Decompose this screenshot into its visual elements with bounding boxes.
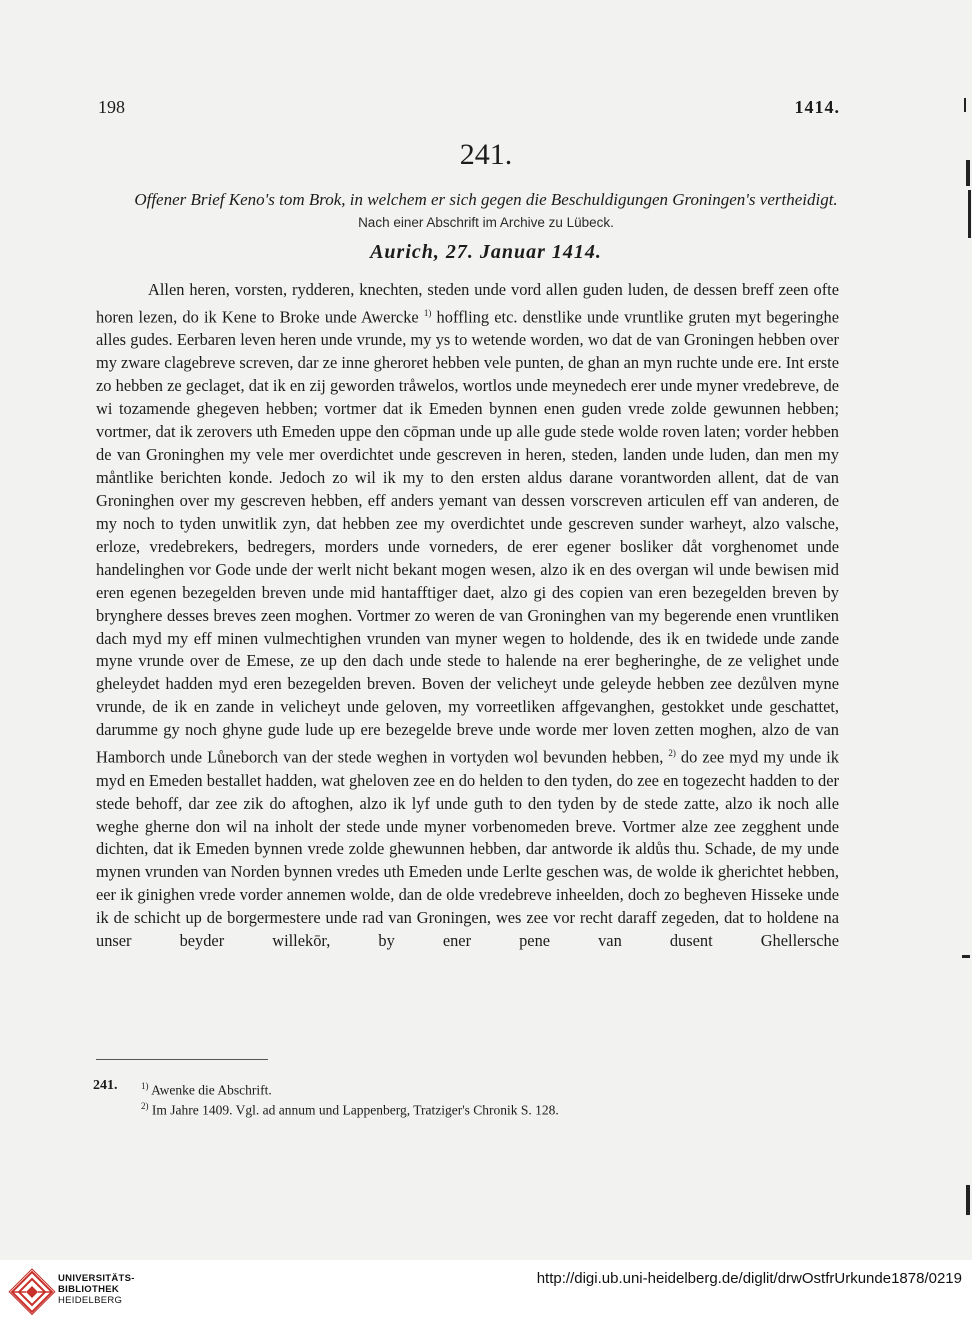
scan-edge-mark <box>966 1185 970 1215</box>
university-library-logo-icon <box>8 1268 56 1316</box>
footnotes <box>93 1076 839 1116</box>
scan-edge-mark <box>966 160 970 186</box>
page-header <box>98 97 840 125</box>
document-date: Aurich, 27. Januar 1414. <box>370 241 602 263</box>
scan-edge-mark <box>968 190 971 238</box>
page-number: 198 <box>98 97 125 117</box>
document-number: 241. <box>459 138 513 171</box>
page-year: 1414. <box>794 97 840 117</box>
text-part-3: do zee myd my unde ik myd en Emeden bestallet hadden, wat gheloven zee en do helden to den tyden, do zee en togezecht hadden to der stede behoff, dar zee zik do aftoghen, alzo ik lyf unde guth to den tyden by de stede zatte, alzo ik noch alle weghe gherne don wil na inholt der stede unde myner vorbenomeden breve. Vortmer alze zee zegghent unde dichten, dat ik Emeden bynnen vrede zolde ghewunnen hebben, dar antworde ik aldůs thu. Schade, de my unde mynen vrunden van Norden bynnen vredes uth Emeden unde Lerlte geschen was, de wolde ik gherichtet hebben, eer ik ginighen vrede vorder annemen wolde, dan de olde vredebreve inheelden, doch zo begheven Hisseke unde ik de schicht up de borgermestere unde rad van Groningen, wes zee vor recht daraff zegeden, dat to holdene na unser beyder willekōr, by ener pene van dusent Ghellersche <box>96 747 840 951</box>
viewer-footer <box>0 1260 972 1325</box>
footnote-text: $^{2)}$ Im Jahre 1409. Vgl. ad annum und Lappenberg, Tratziger's Chronik S. 128. <box>141 1101 559 1118</box>
letter-paragraph <box>96 279 839 953</box>
footnote-item <box>93 1076 839 1096</box>
footnote-divider <box>96 1059 268 1060</box>
scan-edge-mark <box>962 955 970 958</box>
footnote-item <box>93 1096 839 1116</box>
scan-edge-mark <box>964 98 966 112</box>
document-title: Offener Brief Keno's tom Brok, in welchem er sich gegen die Beschuldigungen Groningen's vertheidigt. <box>134 190 838 209</box>
document-source: Nach einer Abschrift im Archive zu Lübeck. <box>358 215 614 230</box>
text-part-2: hoffling etc. denstlike unde vruntlike gruten myt begeringhe alles gudes. Eerbaren leven heren unde vrunde, my ys to wetende worden, wo dat de van Groningen hebben over my zware clagebreve screven, dar ze inne gheroret hebben vele punten, de ghan an myn ruchte unde ere. Int erste zo hebben ze geclaget, dat ik en zij geworden tråwelos, wortlos unde meynedech erer unde myner vredebreve, de wi tozamende ghegeven hebben; vortmer dat ik Emeden bynnen enen guden vrede zolde gewunnen hebben; vortmer, dat ik zerovers uth Emeden uppe den cōpman unde up alle gude stede wolde roven laten; vorder hebben de van Groninghen my vele mer overdichtet unde gescreven in heren, steden, landen unde luden, dan men my måntlike berichten konde. Jedoch zo wil ik my to den ersten aldus darane vorantworden allent, dat de van Groninghen over my gescreven hebben, eff anders yemant van dessen vorscreven articulen eff van anderen, de my noch to tyden unwitlik zyn, dat hebben zee my overdichtet unde gescreven sunder warheyt, alzo valsche, erloze, vredebrekers, bedregers, morders unde vorneders, de erer egener bosliker dåt vorghenomet unde handelinghen vor Gode unde der werlt nicht bekant mogen wesen, alzo ik en des overgan wil unde bewisen mid eren egenen bezegelden breven unde mid hantafftiger daet, alzo gi des copien van eren bezegelden breven by brynghere desses breves zeen moghen. Vortmer zo weren de van Groninghen van my begerende enen vruntliken dach myd my eff minen vulmechtighen vrunden van myner wegen to holdende, des ik en twidede unde zande myne vrunde over de Emese, ze up den dach unde stede to halende na erer begheringhe, de ze velighet unde gheleydet hadden myd eren bezegelden breven. Boven der velicheyt unde geleyde hebben zee dezůlven myne vrunde, de ik en zande in velicheyt unde geloven, my vorreetliken affgevanghen, gestokket unde geschattet, darumme gy noch ghyne gude lude up ere bezegelde breve unde worde mer loven zetten moghen, alzo de van Hamborch unde Lůneborch van der stede weghen in vortyden wol bevunden hebben, <box>96 307 840 767</box>
footnote-text: $^{1)}$ Awenke die Abschrift. <box>141 1081 272 1098</box>
footnote-marker-1: 1) <box>423 307 432 318</box>
text-part-1: Allen heren, vorsten, rydderen, knechten, steden unde vord allen guden luden, de dessen breff zeen ofte horen lezen, do ik Kene to Broke unde Awercke <box>96 280 839 327</box>
document-url-link[interactable]: http://digi.ub.uni-heidelberg.de/diglit/drwOstfrUrkunde1878/0219 <box>536 1270 962 1287</box>
letter-body <box>96 279 839 953</box>
library-name: UNIVERSITÄTS- BIBLIOTHEK HEIDELBERG <box>58 1273 135 1306</box>
footnote-doc-label: 241. <box>93 1078 118 1093</box>
footnote-marker-2: 2) <box>668 748 676 759</box>
